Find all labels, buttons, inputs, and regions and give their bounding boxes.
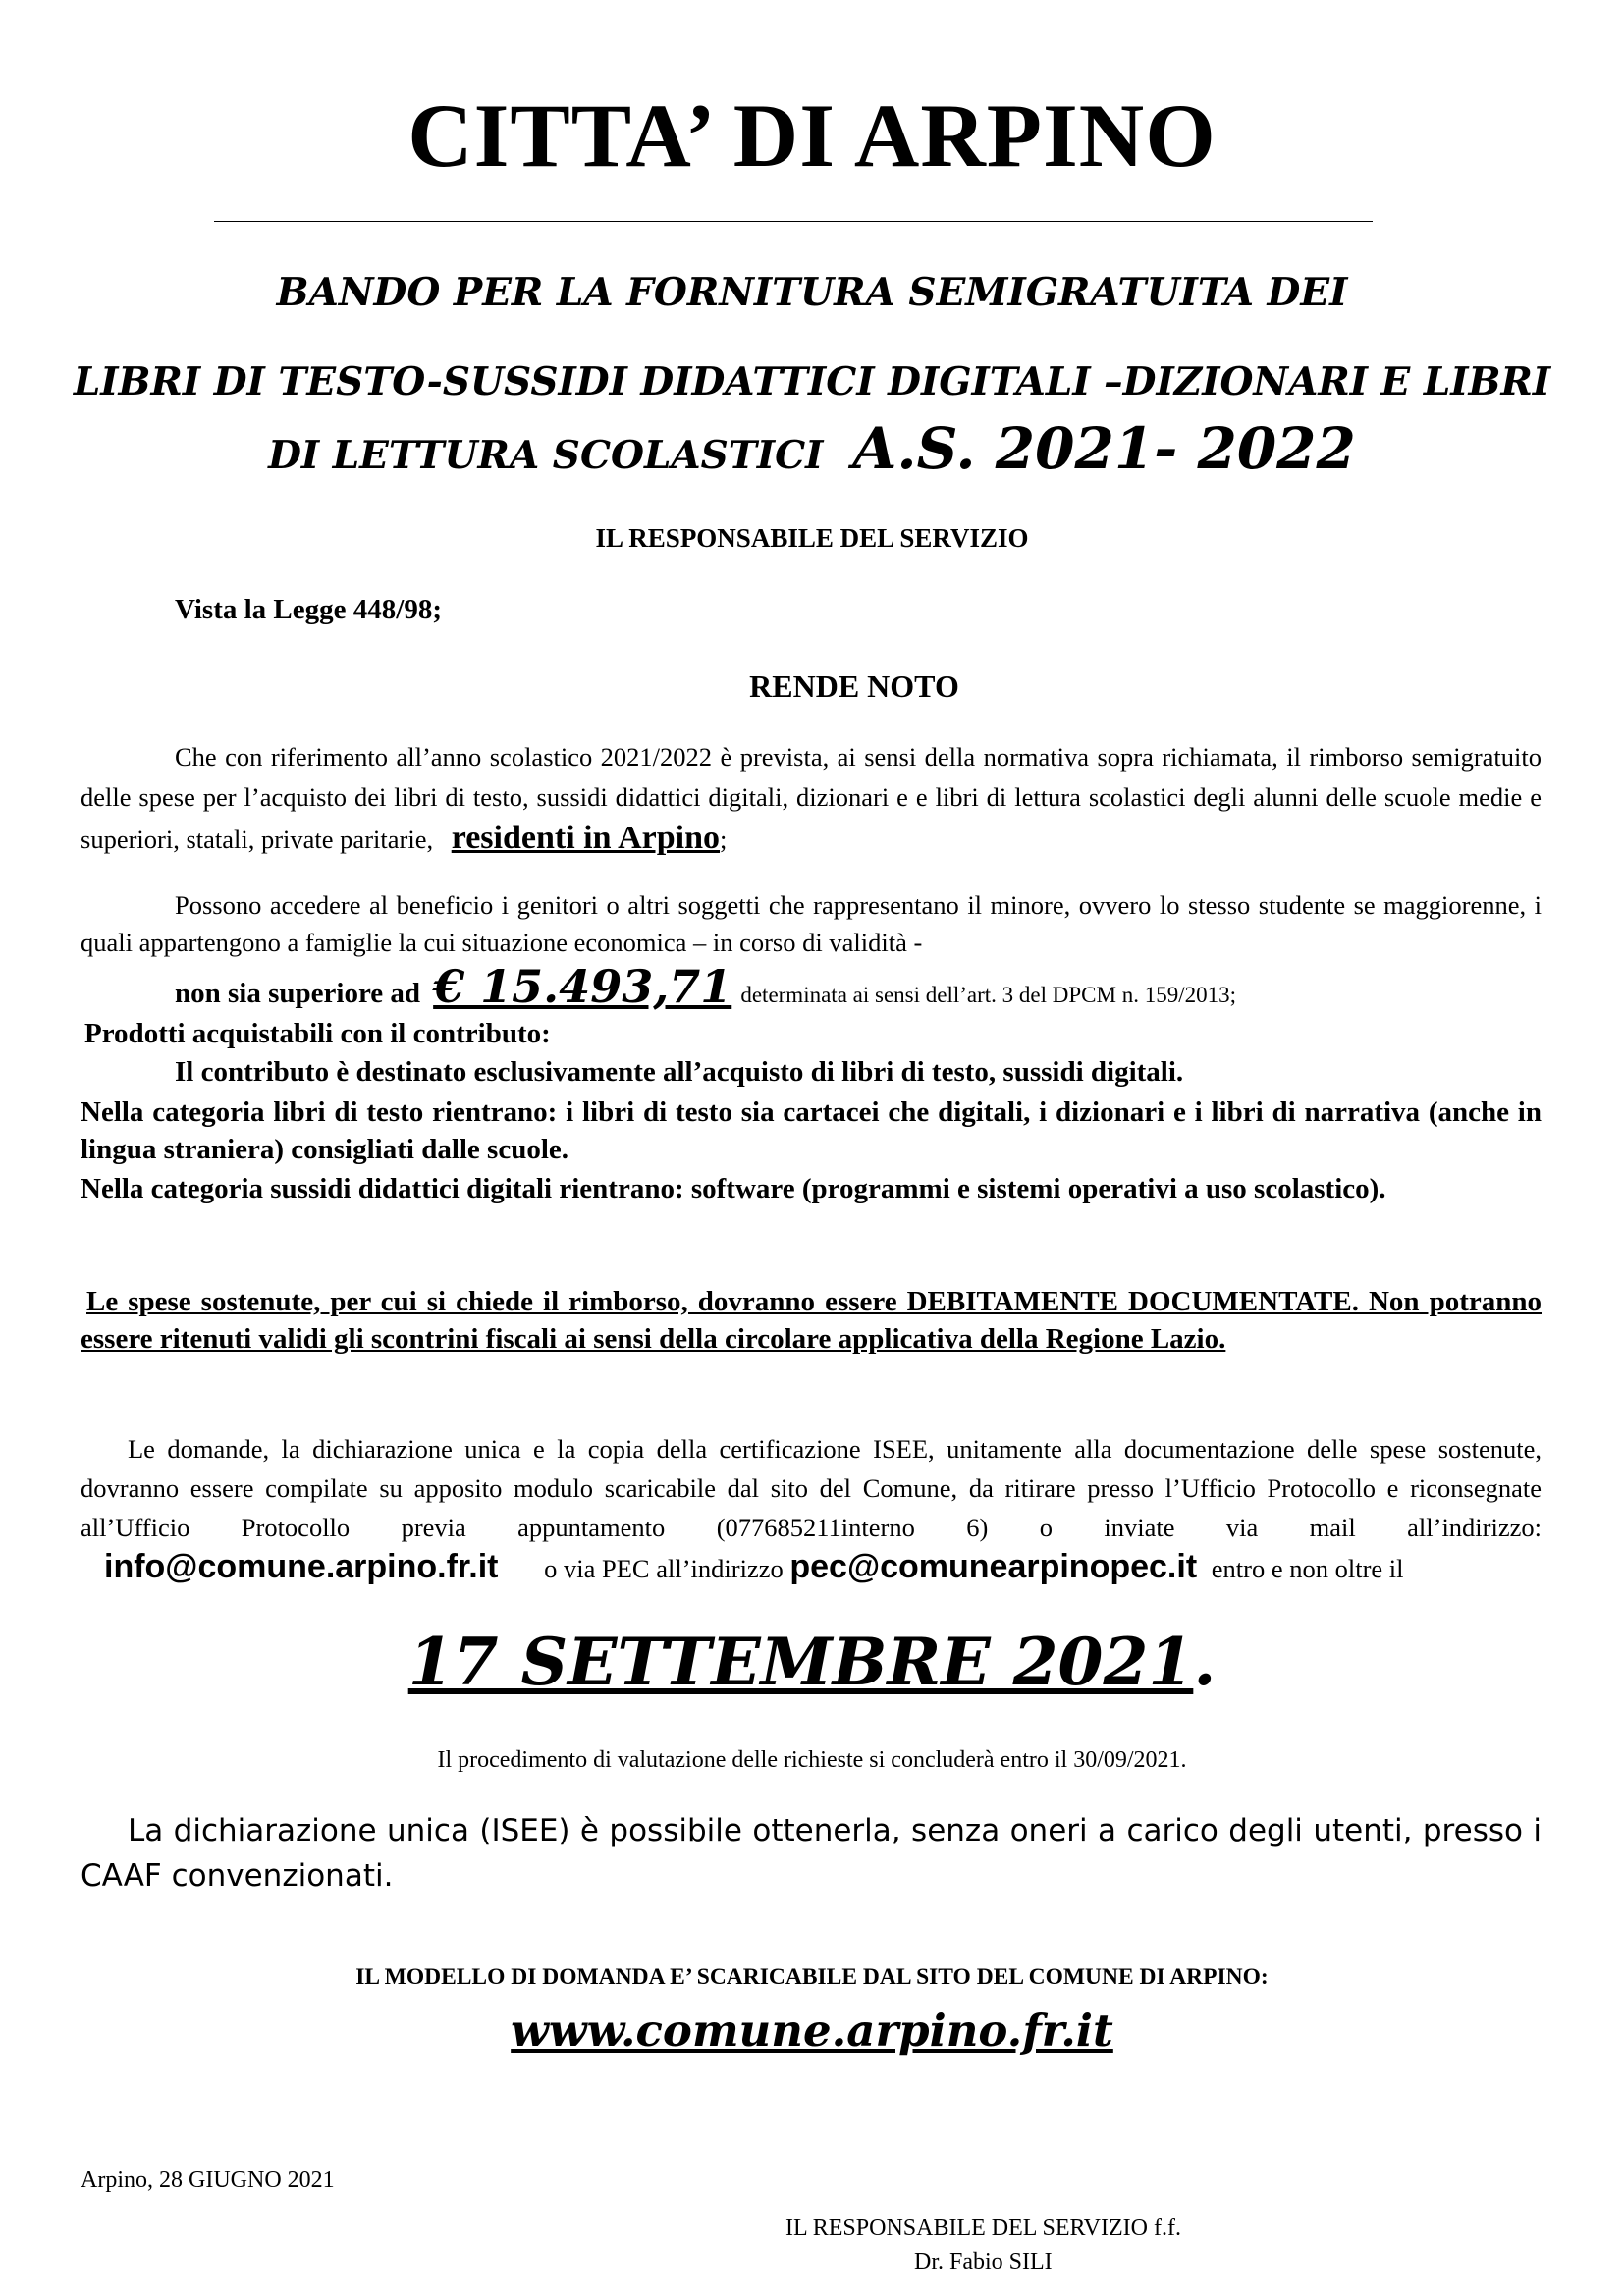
residenti-highlight: residenti in Arpino bbox=[451, 820, 721, 856]
isee-limit-line bbox=[175, 960, 1236, 1013]
prodotti-heading: Prodotti acquistabili con il contributo: bbox=[84, 1018, 551, 1049]
website-link[interactable]: www.comune.arpino.fr.it bbox=[511, 2004, 1113, 2056]
isee-limit-prefix: non sia superiore ad bbox=[175, 978, 421, 1009]
responsabile-heading: IL RESPONSABILE DEL SERVIZIO bbox=[595, 523, 1029, 553]
place-date: Arpino, 28 GIUGNO 2021 bbox=[81, 2167, 335, 2193]
school-year: A.S. 2021- 2022 bbox=[852, 415, 1356, 482]
categoria-libri: Nella categoria libri di testo rientrano: i libri di testo sia cartacei che digitali, i dizionari e i libri di narrativa (anche in lingua straniera) consigliati dalle scuole. bbox=[81, 1096, 1542, 1165]
deadline-dot: . bbox=[1193, 1624, 1217, 1700]
paragraph-domande-text: Le domande, la dichiarazione unica e la copia della certificazione ISEE, unitamente alla documentazione delle spese sostenute, dovranno essere compilate su apposito modulo scaricabile dal sito del Comune, da ritirare presso l’Ufficio Protocollo e riconsegnate all’Ufficio Protocollo previa appuntamento (077685211interno 6) o inviate via mail all’indirizzo: bbox=[81, 1434, 1542, 1542]
paragraph-riferimento bbox=[81, 737, 1542, 860]
bando-line-1: BANDO PER LA FORNITURA SEMIGRATUITA DEI bbox=[276, 270, 1348, 315]
bando-line-3 bbox=[0, 415, 1624, 482]
modello-heading: IL MODELLO DI DOMANDA E’ SCARICABILE DAL SITO DEL COMUNE DI ARPINO: bbox=[355, 1964, 1269, 1990]
deadline-date-text: 17 SETTEMBRE 2021 bbox=[407, 1624, 1194, 1700]
signature-title: IL RESPONSABILE DEL SERVIZIO f.f. bbox=[785, 2216, 1181, 2241]
pec-address[interactable]: pec@comunearpinopec.it bbox=[789, 1548, 1198, 1585]
bando-line-2: LIBRI DI TESTO-SUSSIDI DIDATTICI DIGITALI –DIZIONARI E LIBRI bbox=[73, 359, 1551, 404]
paragraph-domande-end: entro e non oltre il bbox=[1211, 1554, 1404, 1583]
paragraph-domande bbox=[81, 1429, 1542, 1588]
paragraph-riferimento-end: ; bbox=[720, 825, 728, 854]
deadline-date bbox=[0, 1624, 1624, 1700]
procedimento-note: Il procedimento di valutazione delle richieste si concluderà entro il 30/09/2021. bbox=[437, 1747, 1187, 1773]
prodotti-contributo: Il contributo è destinato esclusivamente all’acquisto di libri di testo, sussidi digitali. bbox=[175, 1056, 1184, 1088]
signature-name: Dr. Fabio SILI bbox=[914, 2249, 1053, 2274]
title-divider bbox=[214, 221, 1373, 222]
email-address[interactable]: info@comune.arpino.fr.it bbox=[104, 1548, 499, 1585]
isee-info: La dichiarazione unica (ISEE) è possibile ottenerla, senza oneri a carico degli utenti, presso i CAAF convenzionati. bbox=[81, 1813, 1542, 1894]
isee-limit-amount: € 15.493,71 bbox=[433, 960, 732, 1013]
isee-limit-suffix: determinata ai sensi dell’art. 3 del DPCM n. 159/2013; bbox=[740, 983, 1236, 1007]
rende-noto-heading: RENDE NOTO bbox=[749, 668, 959, 704]
spese-documentate: Le spese sostenute, per cui si chiede il rimborso, dovranno essere DEBITAMENTE DOCUMENTATE. Non potranno essere ritenuti validi gli scontrini fiscali ai sensi della circolare applicativa della Regione Lazio. bbox=[81, 1286, 1542, 1355]
paragraph-beneficio: Possono accedere al beneficio i genitori o altri soggetti che rappresentano il minore, ovvero lo stesso studente se maggiorenne, i quali appartengono a famiglie la cui situazione economica – in corso di validità - bbox=[81, 890, 1542, 957]
vista-legge: Vista la Legge 448/98; bbox=[175, 594, 442, 625]
categoria-sussidi: Nella categoria sussidi didattici digitali rientrano: software (programmi e sistemi operativi a uso scolastico). bbox=[81, 1173, 1386, 1204]
paragraph-riferimento-text: Che con riferimento all’anno scolastico 2021/2022 è prevista, ai sensi della normativa sopra richiamata, il rimborso semigratuito delle spese per l’acquisto dei libri di testo, sussidi didattici digitali, dizionari e e libri di lettura scolastici degli alunni delle scuole medie e superiori, statali, private paritarie, bbox=[81, 742, 1542, 854]
page-title: CITTA’ DI ARPINO bbox=[407, 85, 1217, 186]
paragraph-domande-mid: o via PEC all’indirizzo bbox=[544, 1554, 784, 1583]
bando-line-3-text: DI LETTURA SCOLASTICI bbox=[268, 433, 824, 478]
